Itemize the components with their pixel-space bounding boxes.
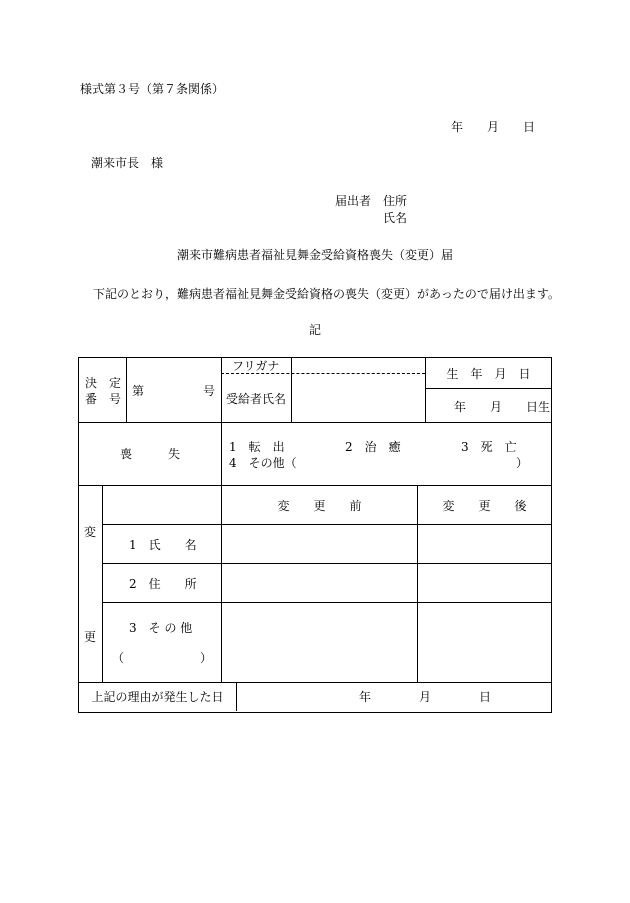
birth-divider xyxy=(425,388,551,389)
notifier-address-label: 届出者 住所 xyxy=(335,194,408,208)
reason-date-value: 年 月 日 xyxy=(359,690,492,704)
before-change-header: 変 更 前 xyxy=(277,499,362,513)
row-divider xyxy=(102,524,551,525)
after-change-header: 変 更 後 xyxy=(442,499,527,513)
loss-label: 喪 失 xyxy=(119,447,180,461)
addressee: 潮来市長 様 xyxy=(91,156,164,170)
item-other-paren: ） xyxy=(200,651,213,665)
item-other-paren: （ xyxy=(112,651,125,665)
dai-label: 第 xyxy=(132,384,145,398)
col-divider xyxy=(236,682,237,711)
change-label-char: 変 xyxy=(84,525,97,539)
notifier-name-label: 氏名 xyxy=(383,211,408,225)
decision-number-label: 決 定 xyxy=(85,376,122,390)
item-address-label: 2 住 所 xyxy=(129,577,197,591)
row-divider xyxy=(102,563,551,564)
item-name-label: 1 氏 名 xyxy=(129,538,197,552)
document-body: 下記のとおり，難病患者福祉見舞金受給資格の喪失（変更）があったので届け出ます。 xyxy=(93,287,560,301)
loss-option-close: ） xyxy=(516,456,529,470)
loss-option: 4 その他（ xyxy=(229,456,297,470)
decision-number-label: 番 号 xyxy=(85,392,122,406)
form-number: 様式第３号（第７条関係） xyxy=(80,82,225,96)
item-other-label: 3 そ の 他 xyxy=(129,621,193,635)
col-divider xyxy=(102,485,103,682)
loss-option: 1 転 出 xyxy=(229,440,285,454)
col-divider xyxy=(126,357,127,422)
row-divider xyxy=(78,422,551,423)
col-divider xyxy=(291,357,292,422)
furigana-dashed-line xyxy=(221,373,425,374)
furigana-label: フリガナ xyxy=(232,359,280,373)
row-divider xyxy=(78,682,551,683)
loss-option: 3 死 亡 xyxy=(461,440,517,454)
change-label-char: 更 xyxy=(84,630,97,644)
submission-date-line: 年 月 日 xyxy=(450,120,535,134)
col-divider xyxy=(425,357,426,422)
ki-heading: 記 xyxy=(308,323,321,337)
document-title: 潮来市難病患者福祉見舞金受給資格喪失（変更）届 xyxy=(176,248,453,262)
row-divider xyxy=(102,602,551,603)
birth-date-header: 生 年 月 日 xyxy=(446,367,531,381)
row-divider xyxy=(78,485,551,486)
col-divider xyxy=(221,357,222,682)
col-divider xyxy=(417,485,418,682)
birth-date-value: 年 月 日生 xyxy=(454,400,551,414)
recipient-name-label: 受給者氏名 xyxy=(226,392,287,406)
loss-option: 2 治 癒 xyxy=(345,440,401,454)
reason-date-label: 上記の理由が発生した日 xyxy=(91,690,224,704)
gou-label: 号 xyxy=(203,384,216,398)
